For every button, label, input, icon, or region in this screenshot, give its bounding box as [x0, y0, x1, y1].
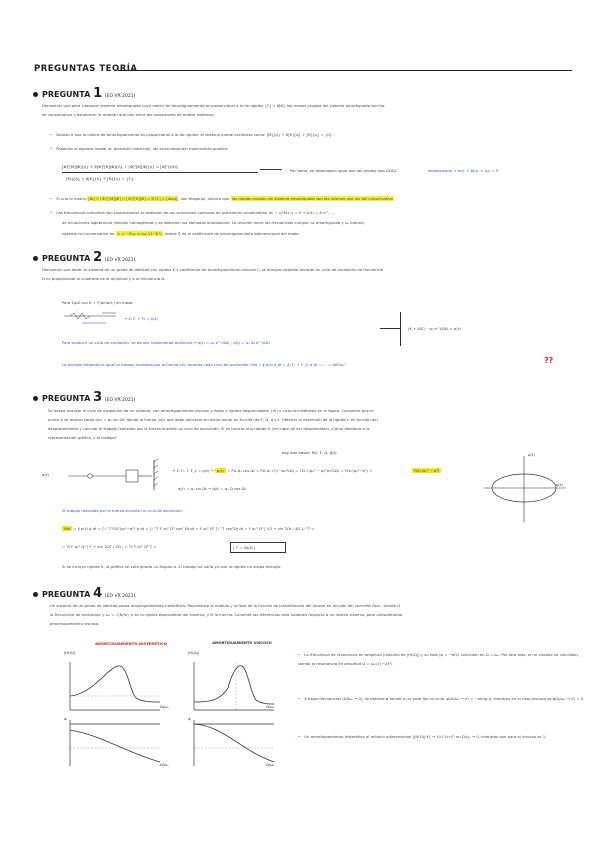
q1-eq-note: Por tanto, se desacoplan igual que los modos tipo GDDL	[290, 168, 397, 173]
q4-intro-3: amortiguamiento viscoso.	[50, 621, 100, 626]
q1-b3-highlight-1: [Φᵢ] = [Ψᵢ]ᵀ[M][Φ] = [Ψᵢ]ᵀ[K][Φ] = β [C] = [diag]	[88, 196, 178, 201]
q1-arrow-1	[260, 169, 282, 170]
q1-eq-modal-top: [Φ]ᵀ[M][Φ]{η̈} + β[Φ]ᵀ[K][Φ]{η̇} + [Φ]ᵀ[K][Φ]{η} = [Φ]ᵀ{f(t)}	[62, 164, 179, 169]
q3-force-label: p(t)	[42, 472, 49, 477]
q1-b4-text: Las frecuencias naturales son (autovalores) se obtienen de las soluciones comunes en posiciones conservativo (Kᵢ − ω²Mᵢ)·ηᵢ = 0 → η(t) = A eˢᵗ, ...	[56, 210, 335, 215]
q4-point-3-text: Un amortiguamiento histerético el módulo adimensional (|H(Ω)|·K) → 1/√(1+η²) en Ω/ωₙ → 0, mientras que para el viscoso es 1.	[304, 734, 547, 739]
q4-intro-1: Un sistema de un grado de libertad posee amortiguamiento histerético. Represente la módulo y la fase de la función de transferencia del mismo en función del cociente Ω/ωₙ, siendo Ω	[50, 603, 401, 608]
q4-title: PREGUNTA	[42, 590, 91, 599]
q3-eq-highlight-1: p(t)	[216, 468, 224, 473]
q2-line-2r: (K + iΩC) · q₀ e^(iΩt) = p(t)	[408, 326, 461, 331]
q3-eq-pre: → Σ: Fₖ + F_c = p(t) →	[172, 468, 214, 473]
q4-heading	[33, 586, 135, 601]
chart2-x-label: Ω/ωₙ	[266, 704, 275, 709]
q2-bullet-dot	[33, 256, 38, 261]
q1-heading	[33, 86, 135, 101]
q3-eq-mid: = FΩ q₀ cos Ωt = FΩ q₀ √(1−sin²Ωt) = FΩ √(q₀² − q₀²sin²Ωt) = FΩ√(q₀²−q²) =	[227, 468, 373, 473]
chart2-phase-axis-label: φ	[188, 716, 191, 721]
q3-intro-1: Se desea analizar el ciclo de disipación de un sistema, con amortiguamiento viscoso y masa y rigidez despreciables, (m) y ciclo de histéresis en la figura. Considere que el	[48, 408, 374, 413]
chart2-title: AMORTIGUAMIENTO VISCOSO	[212, 641, 272, 645]
q2-line-3: La energía disipada es igual al trabajo realizado por la fuerza p(t) durante cada ciclo de oscilación: Wd = ∮ p(t) q̇ dt = ∮ (Fₖ + F_c) q̇ dt = ... = πΩCq₀²	[62, 362, 346, 367]
q1-intro-2: de conservativo y establecer la relación que hay entre los autovalores de ambos sistemas.	[42, 112, 215, 117]
q4-intro-2: la frecuencia de excitación y ωₙ = √(K/m), K es la rigidez equivalente del sistema, y M la inercia. Comente las diferencias más notables respecto a un mismo sistema, pero considerando	[50, 612, 403, 617]
q3-number: 3	[93, 390, 103, 405]
q4-bullet-dot	[33, 592, 38, 597]
chart1-mag-axis-label: |H(Ω)|	[64, 650, 76, 655]
q3-eq-main	[172, 466, 412, 475]
q4-point-2-text: A bajas frecuencias (Ω/ωₙ → 0), se obtiene φ tiende a un valor fijo no nulo, φ(Ω/ωₙ → 0) = −arctg η, mientras en el caso viscoso es φ(Ω/ωₙ → 0) = 0.	[304, 696, 585, 701]
q2-line-1b: → Σ: Fᵢ + F₂ = p(t)	[124, 316, 158, 321]
q4-date: [EO VR 2021]	[104, 594, 136, 599]
q1-bullet-2-text: Pasamos al espacio modal (a. diversión matricial), las ecuaciones del movimiento quedan:	[56, 146, 229, 151]
chart1-x-label-2: Ω/ωₙ	[160, 762, 169, 767]
q3-eq-highlight-2: FΩ√(q₀² − q²)	[414, 468, 440, 473]
q3-eq-q: q(t) = q₀ sin Ωt → q̇(t) = q₀ Ω cos Ωt	[178, 486, 246, 491]
q3-work-box: [ T = 2π/Ω ]	[230, 542, 286, 553]
q2-spring-damper-sketch	[62, 308, 118, 328]
q3-work-highlight: Wd	[64, 526, 71, 531]
chart2-mag-axis-label: |H(Ω)|	[188, 650, 200, 655]
chart1-x-label: Ω/ωₙ	[160, 704, 169, 709]
q1-b4c-highlight: λᵢ = −ξᵢωᵢ ± iωᵢ√(1−ξᵢ²)	[117, 231, 162, 236]
chart2-viscous	[188, 658, 278, 770]
page-header-title: PREGUNTAS TEORÍA	[34, 64, 138, 74]
q3-title: PREGUNTA	[42, 394, 91, 403]
q1-bullet-dot	[33, 92, 38, 97]
q3-work-1: = ∮ p(t) q̇ dt = ∫₀^T FΩ√(q₀²−q²) q̇ dt = ∫₀^T F q₀² Ω² cos² Ωt dt = F q₀² Ω² ∫₀^T cos²Ωt dt = F q₀² Ω² [ t/2 + sin 2Ωt / 4Ω ]₀^T =	[73, 526, 315, 531]
chart1-title: AMORTIGUAMIENTO HISTERÉTICO	[95, 641, 167, 646]
q3-work-line-3: Si se incluye rigidez K, la gráfica se verá girada un ángulo α. El trabajo no varía ya que la rigidez no disipa energía.	[62, 564, 282, 569]
q3-date: [EO VR 2021]	[104, 398, 136, 403]
q3-eq-result	[412, 466, 472, 475]
q3-intro-4: representación gráfica, y el trabajo?	[48, 435, 117, 440]
q4-point-1: • La frecuencia de resonancia en amplitud (máximo de |H(Ω)|) y su fase (φ = −π/2) coinciden en Ω = ωₙ. Por otro lado, en el viscoso no coinciden, siendo la resonancia en amplitud Ω = ωₙ√(1−2ξ²)	[298, 652, 580, 666]
q1-b3-mid: , son diagonal, implica que	[178, 196, 230, 201]
q2-title: PREGUNTA	[42, 254, 91, 263]
q3-intro-3: desplazamiento y calcular el trabajo realizado por la fuerza durante un ciclo de oscilación. Si se tuviera una rigidez K (en lugar de ser despreciable) ¿Cómo afectaría a la	[48, 426, 370, 431]
q3-ellipse-plot	[478, 452, 570, 524]
q3-intro-2: punto A se mueve como q(t) = q₀ sin Ωt, donde la fuerza, p(t) que debe aplicarse en dicho punto en función de F, Ω, q y t. Obtener la expresión de la rigidez F en función del	[48, 417, 378, 422]
q1-b3-pre: Si una la matriz	[56, 196, 86, 201]
q2-date: [EO VR 2021]	[104, 258, 136, 263]
q2-divider	[400, 312, 401, 346]
q2-line-1: Para 1gdl con K + F(amort.) en masa:	[62, 300, 134, 305]
q2-intro-2: Ω es proporcional al cuadrado de la amplitud y a la frecuencia Ω.	[42, 276, 166, 281]
q2-intro-1: Demostrar que dado un sistema de un grado de libertad con rigidez K y coeficiente de amortiguamiento viscoso C, la energía disipada durante un ciclo de oscilación de frecuencia	[42, 267, 384, 272]
q1-bullet-1-text: Debido a que la matriz de amortiguamiento es proporcional a la de rigidez, el sistema puede escribirse como: [M]{q̈} + β[K]{q̇} + [K]{q} = {0}	[56, 132, 333, 137]
chart2-x-label-2: Ω/ωₙ	[266, 762, 275, 767]
q1-number: 1	[93, 86, 103, 101]
q1-b3-highlight-2: los modos propios del sistema amortiguado son los mismos que los del conservativo	[231, 196, 393, 201]
q4-point-2: • A bajas frecuencias (Ω/ωₙ → 0), se obtiene φ tiende a un valor fijo no nulo, φ(Ω/ωₙ → 0) = −arctg η, mientras en el caso viscoso es φ(Ω/ωₙ → 0) = 0.	[298, 696, 585, 701]
q2-arrow	[380, 328, 400, 329]
q1-bullet-1: • Debido a que la matriz de amortiguamiento es proporcional a la de rigidez, el sistema puede escribirse como: [M]{q̈} + β[K]{q̇} + [K]{q} = {0}	[50, 132, 333, 137]
q2-heading	[33, 250, 135, 265]
q1-bullet-4: • Las frecuencias naturales son (autovalores) se obtienen de las soluciones comunes en posiciones conservativo (Kᵢ − ω²Mᵢ)·ηᵢ = 0 → η(t) = A eˢᵗ, ...	[50, 210, 335, 215]
q1-bullet-3: • Si una la matriz [Φᵢ] = [Ψᵢ]ᵀ[M][Φ] = [Ψᵢ]ᵀ[K][Φ] = β [C] = [diag], son diagonal, implica que los modos propios del sistema amortiguado son los mismos que los del conservativo	[50, 196, 393, 201]
q1-date: [EO VR 2021]	[104, 94, 136, 99]
q1-eq-modal-bot: [Mᵢ]{η̈} + β[Kᵢ]{η̇} + [Kᵢ]{η} = {Fᵢ}	[66, 176, 134, 181]
q3-damper-sketch	[56, 456, 166, 492]
q1-title: PREGUNTA	[42, 90, 91, 99]
q4-number: 4	[93, 586, 103, 601]
q1-b4c-pre: sistema no conservativo es:	[62, 231, 116, 236]
q1-b4c	[62, 228, 582, 239]
q1-eq-fraction-line	[62, 172, 258, 173]
q3-work-label: El trabajo realizado por la fuerza durante un ciclo de oscilación:	[62, 508, 184, 513]
q1-b4b: de ecuaciones algebraicas lineales homogéneas y se obtienen los llamados autovalores. La relación entre las frecuencias cumple: ωᵢ amortiguada y ωᵢ natural,	[62, 220, 365, 225]
chart1-hysteretic	[64, 658, 164, 770]
q3-plot-p-label: p(t)	[528, 452, 535, 457]
q4-point-3: • Un amortiguamiento histerético el módulo adimensional (|H(Ω)|·K) → 1/√(1+η²) en Ω/ωₙ → 0, mientras que para el viscoso es 1.	[298, 734, 547, 739]
q1-eq-right: desacoplado → mᵢη̈ᵢ + βkᵢη̇ᵢ + kᵢηᵢ = Fᵢ	[428, 168, 500, 173]
q3-work-line-2: = ½ F q₀² Ω² ( T + sin 2ΩT / 2Ω ) = ½ F q₀² Ω² T =	[62, 544, 157, 549]
q1-b4c-post: , donde ξᵢ es el coeficiente de amortiguamiento adimensional del modo.	[162, 231, 300, 236]
q2-question-marks: ??	[544, 356, 554, 365]
q4-point-1-text: La frecuencia de resonancia en amplitud (máximo de |H(Ω)|) y su fase (φ = −π/2) coinciden en Ω = ωₙ. Por otro lado, en el viscoso no coinciden, siendo la resonancia en amplitud Ω = ωₙ√(1−2ξ²)	[298, 652, 580, 666]
q2-number: 2	[93, 250, 103, 265]
q3-heading	[33, 390, 135, 405]
q3-plot-q-label: q(t)	[556, 482, 563, 487]
q3-bullet-dot	[33, 396, 38, 401]
q2-line-2: Para producir un ciclo de oscilación, se asume movimiento armónico → q(t) = q₀ e^(iΩt) ; q̇(t) = q₀ iΩ e^(iΩt)	[62, 340, 270, 345]
q3-work-line-1	[62, 524, 582, 533]
q3-small-note: hay que pasar: f(t), F, Ω, q(t)	[282, 450, 337, 455]
q1-bullet-2: • Pasamos al espacio modal (a. diversión matricial), las ecuaciones del movimiento quedan:	[50, 146, 229, 151]
chart1-phase-axis-label: φ	[64, 716, 67, 721]
header-rule	[118, 70, 572, 71]
q1-intro-1: Demostrar que para cualquier sistema amortiguado cuya matriz de amortiguamiento es proporcional a la de rigidez, [C] = β[K], los modos propios del sistema amortiguado son los	[42, 103, 385, 108]
